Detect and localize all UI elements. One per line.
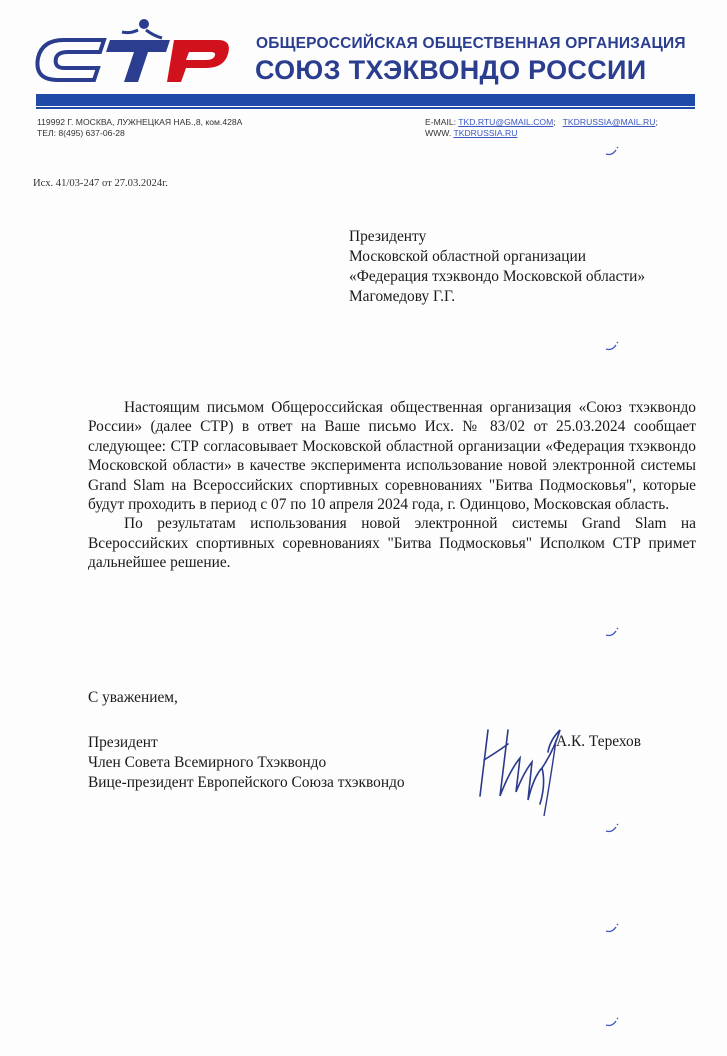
scan-mark: [604, 145, 620, 157]
signer-titles: [88, 733, 405, 793]
signer-title: Вице-президент Европейского Союза тхэквондо: [88, 774, 405, 791]
str-logo: [34, 18, 230, 98]
scan-mark: [604, 822, 620, 834]
addressee-line: «Федерация тхэквондо Московской области»: [349, 268, 646, 285]
www-label: WWW.: [425, 128, 452, 138]
handwritten-signature: [470, 700, 580, 820]
scan-mark: [604, 340, 620, 352]
scan-mark: [604, 1016, 620, 1028]
email-separator: ;: [553, 117, 556, 127]
email-label: E-MAIL:: [425, 117, 457, 127]
addressee-line: Магомедову Г.Г.: [349, 288, 456, 305]
email-end: ;: [655, 117, 658, 127]
website-link[interactable]: TKDRUSSIA.RU: [453, 128, 518, 138]
address: 119992 Г. МОСКВА, ЛУЖНЕЦКАЯ НАБ.,8, ком.428А: [37, 117, 243, 127]
signer-title: Член Совета Всемирного Тхэквондо: [88, 754, 327, 771]
body-paragraph: По результатам использования новой электронной системы Grand Slam на Всероссийских спортивных соревнованиях "Битва Подмосковья" Исполком СТР примет дальнейшее решение.: [88, 515, 696, 572]
email-link-2[interactable]: TKDRUSSIA@MAIL.RU: [562, 117, 656, 127]
header-band: [36, 94, 695, 106]
signer-title: Президент: [88, 734, 158, 751]
header-divider: [36, 107, 695, 109]
signer-name: А.К. Терехов: [556, 733, 641, 750]
email-link-1[interactable]: TKD.RTU@GMAIL.COM: [458, 117, 554, 127]
outgoing-reference: Исх. 41/03-247 от 27.03.2024г.: [33, 178, 168, 189]
phone: ТЕЛ: 8(495) 637-06-28: [37, 128, 125, 138]
addressee-line: Московской областной организации: [349, 248, 586, 265]
letter-body: [88, 398, 696, 573]
addressee-block: [349, 227, 645, 307]
closing-regards: С уважением,: [88, 689, 178, 706]
contact-right: [425, 117, 658, 139]
contact-left: [37, 117, 242, 139]
scan-mark: [604, 922, 620, 934]
org-name-line2: СОЮЗ ТХЭКВОНДО РОССИИ: [255, 55, 647, 85]
scan-mark: [604, 626, 620, 638]
body-paragraph: Настоящим письмом Общероссийская общественная организация «Союз тхэквондо России» (далее СТР) в ответ на Ваше письмо Исх. № 83/02 от 25.03.2024 сообщает следующее: СТР согласовывает Московской областной организации «Федерация тхэквондо Московской области» в качестве эксперимента использование новой электронной системы Grand Slam на Всероссийских спортивных соревнованиях "Битва Подмосковья", которые будут проходить в период с 07 по 10 апреля 2024 года, г. Одинцово, Московская область.: [88, 399, 696, 514]
addressee-line: Президенту: [349, 228, 427, 245]
org-name-line1: ОБЩЕРОССИЙСКАЯ ОБЩЕСТВЕННАЯ ОРГАНИЗАЦИЯ: [256, 35, 686, 52]
